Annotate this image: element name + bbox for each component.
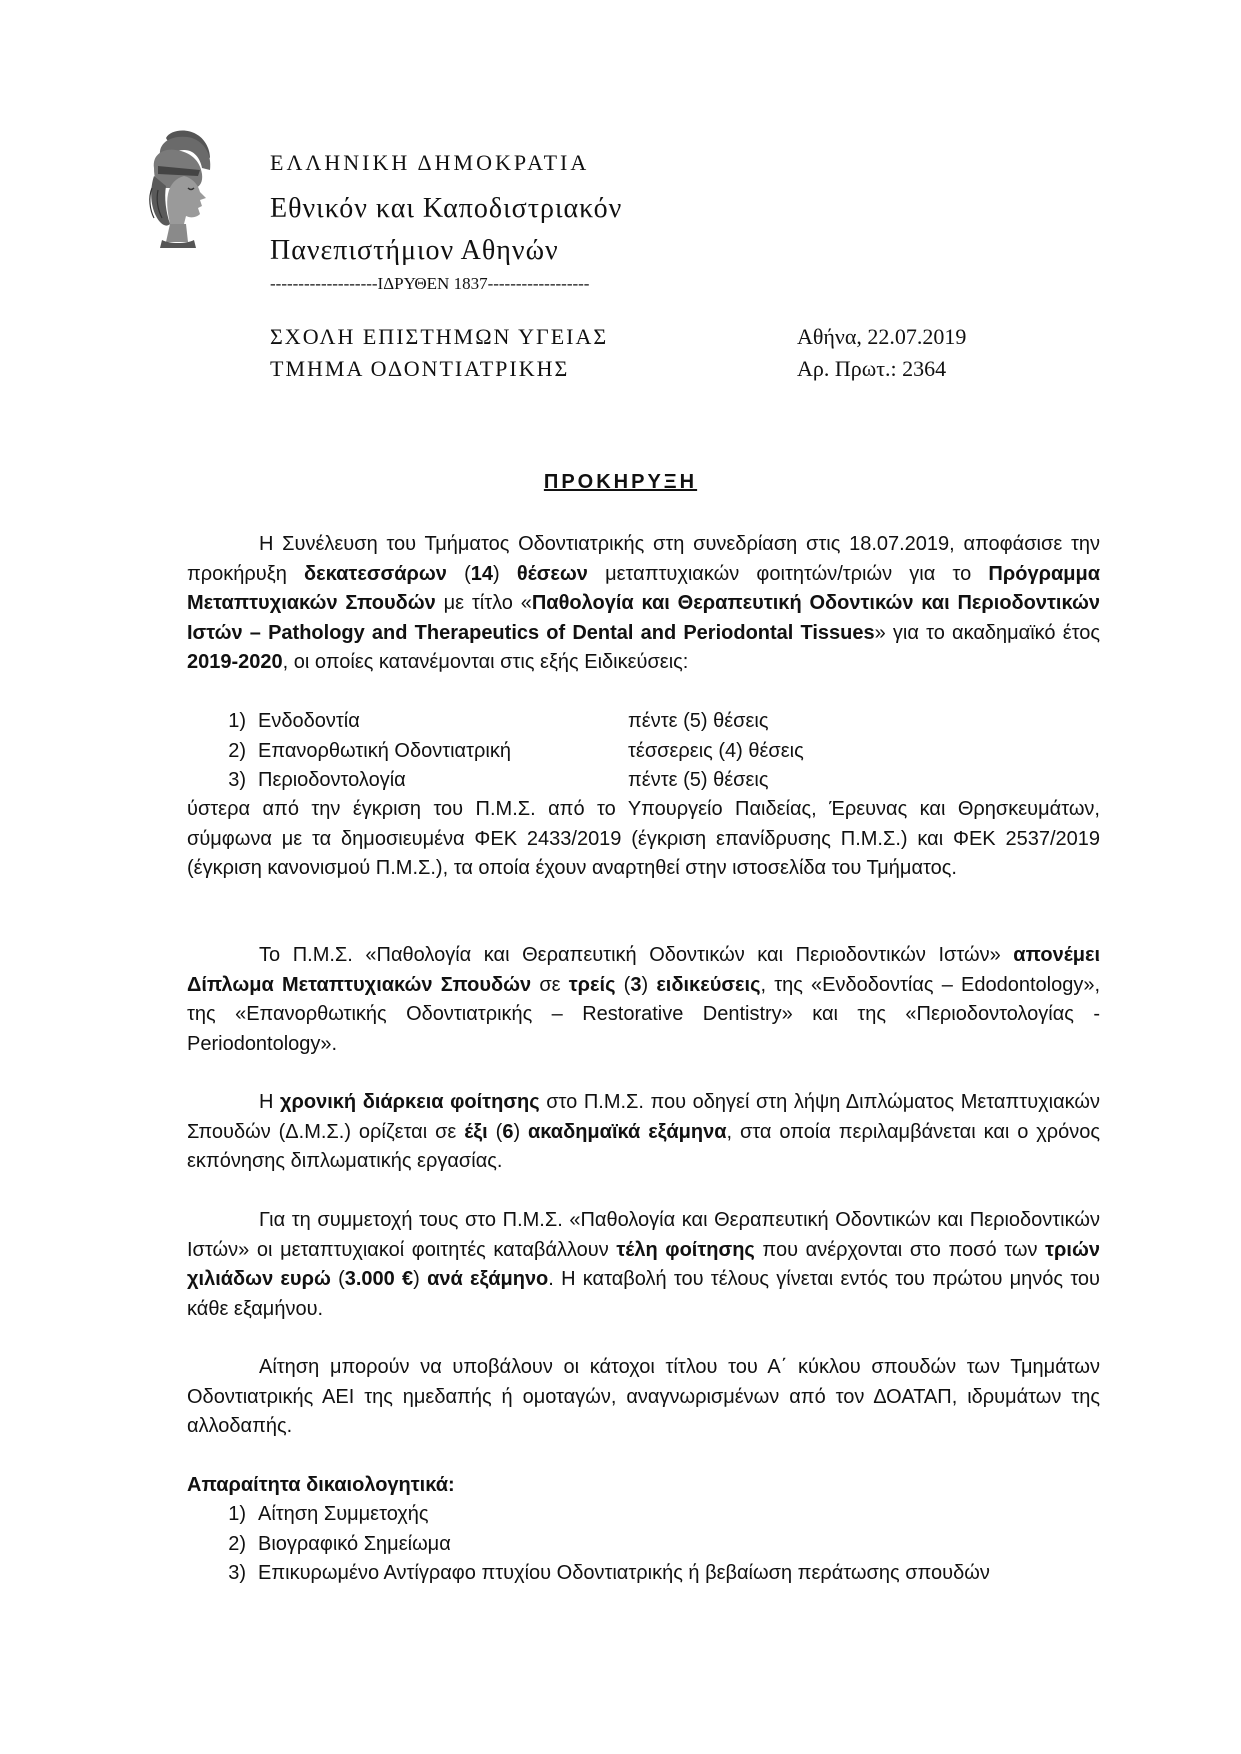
specializations-list (212, 707, 804, 796)
paragraph-approval: ύστερα από την έγκριση του Π.Μ.Σ. από το Υπουργείο Παιδείας, Έρευνας και Θρησκευμάτων, σύμφωνα με τα δημοσιευμένα ΦΕΚ 2433/2019 (έγκριση επανίδρυσης Π.Μ.Σ.) και ΦΕΚ 2537/2019 (έγκριση κανονισμού Π.Μ.Σ.), τα οποία έχουν αναρτηθεί στην ιστοσελίδα του Τμήματος. (187, 798, 1100, 879)
paragraph-fees: Για τη συμμετοχή τους στο Π.Μ.Σ. «Παθολογία και Θεραπευτική Οδοντικών και Περιοδοντικών Ιστών» οι μεταπτυχιακοί φοιτητές καταβάλλουν τέλη φοίτησης που ανέρχονται στο ποσό των τριών χιλιάδων ευρώ (3.000 €) ανά εξάμηνο. Η καταβολή του τέλους γίνεται εντός του πρώτου μηνός του κάθε εξαμήνου. (187, 1209, 1100, 1320)
list-item: 1) Ενδοδοντία πέντε (5) θέσεις (228, 710, 769, 732)
founded-line: -------------------ΙΔΡΥΘΕΝ 1837------------------ (270, 274, 590, 293)
university-name-line1: Εθνικόν και Καποδιστριακόν (270, 193, 623, 224)
document-title: ΠΡΟΚΗΡΥΞΗ (543, 471, 698, 493)
documents-heading: Απαραίτητα δικαιολογητικά: (187, 1474, 455, 1496)
school-name: ΣΧΟΛΗ ΕΠΙΣΤΗΜΩΝ ΥΓΕΙΑΣ (270, 324, 609, 349)
list-item: 3) Επικυρωμένο Αντίγραφο πτυχίου Οδοντιατρικής ή βεβαίωση περάτωσης σπουδών (228, 1562, 990, 1584)
paragraph-duration: Η χρονική διάρκεια φοίτησης στο Π.Μ.Σ. που οδηγεί στη λήψη Διπλώματος Μεταπτυχιακών Σπουδών (Δ.Μ.Σ.) ορίζεται σε έξι (6) ακαδημαϊκά εξάμηνα, στα οποία περιλαμβάνεται και ο χρόνος εκπόνησης διπλωματικής εργασίας. (187, 1091, 1101, 1172)
country-heading: ΕΛΛΗΝΙΚΗ ΔΗΜΟΚΡΑΤΙΑ (270, 150, 590, 175)
paragraph-degree: Το Π.Μ.Σ. «Παθολογία και Θεραπευτική Οδοντικών και Περιοδοντικών Ιστών» απονέμει Δίπλωμα Μεταπτυχιακών Σπουδών σε τρείς (3) ειδικεύσεις, της «Ενδοδοντίας – Edodontology», της «Επανορθωτικής Οδοντιατρικής – Restorative Dentistry» και της «Περιοδοντολογίας - Periodontology». (187, 944, 1101, 1055)
paragraph-eligibility: Αίτηση μπορούν να υποβάλουν οι κάτοχοι τίτλου του Α΄ κύκλου σπουδών των Τμημάτων Οδοντιατρικής ΑΕΙ της ημεδαπής ή ομοταγών, αναγνωρισμένων από τον ΔΟΑΤΑΠ, ιδρυμάτων της αλλοδαπής. (187, 1356, 1100, 1437)
list-item: 2) Επανορθωτική Οδοντιατρική τέσσερεις (4) θέσεις (228, 739, 804, 762)
university-name-line2: Πανεπιστήμιον Αθηνών (270, 235, 559, 266)
athena-emblem-icon (140, 128, 222, 250)
document-date: Αθήνα, 22.07.2019 (797, 324, 967, 349)
list-item: 3) Περιοδοντολογία πέντε (5) θέσεις (228, 769, 769, 791)
protocol-number: Αρ. Πρωτ.: 2364 (797, 356, 947, 381)
department-name: ΤΜΗΜΑ ΟΔΟΝΤΙΑΤΡΙΚΗΣ (270, 356, 570, 381)
documents-list (212, 1500, 990, 1589)
paragraph-announcement: Η Συνέλευση του Τμήματος Οδοντιατρικής στη συνεδρίαση στις 18.07.2019, αποφάσισε την προκήρυξη δεκατεσσάρων (14) θέσεων μεταπτυχιακών φοιτητών/τριών για το Πρόγραμμα Μεταπτυχιακών Σπουδών με τίτλο «Παθολογία και Θεραπευτική Οδοντικών και Περιοδοντικών Ιστών – Pathology and Therapeutics of Dental and Periodontal Tissues» για το ακαδημαϊκό έτος 2019-2020, οι οποίες κατανέμονται στις εξής Ειδικεύσεις: (187, 533, 1101, 673)
list-item: 1) Αίτηση Συμμετοχής (228, 1503, 429, 1525)
list-item: 2) Βιογραφικό Σημείωμα (228, 1532, 451, 1555)
